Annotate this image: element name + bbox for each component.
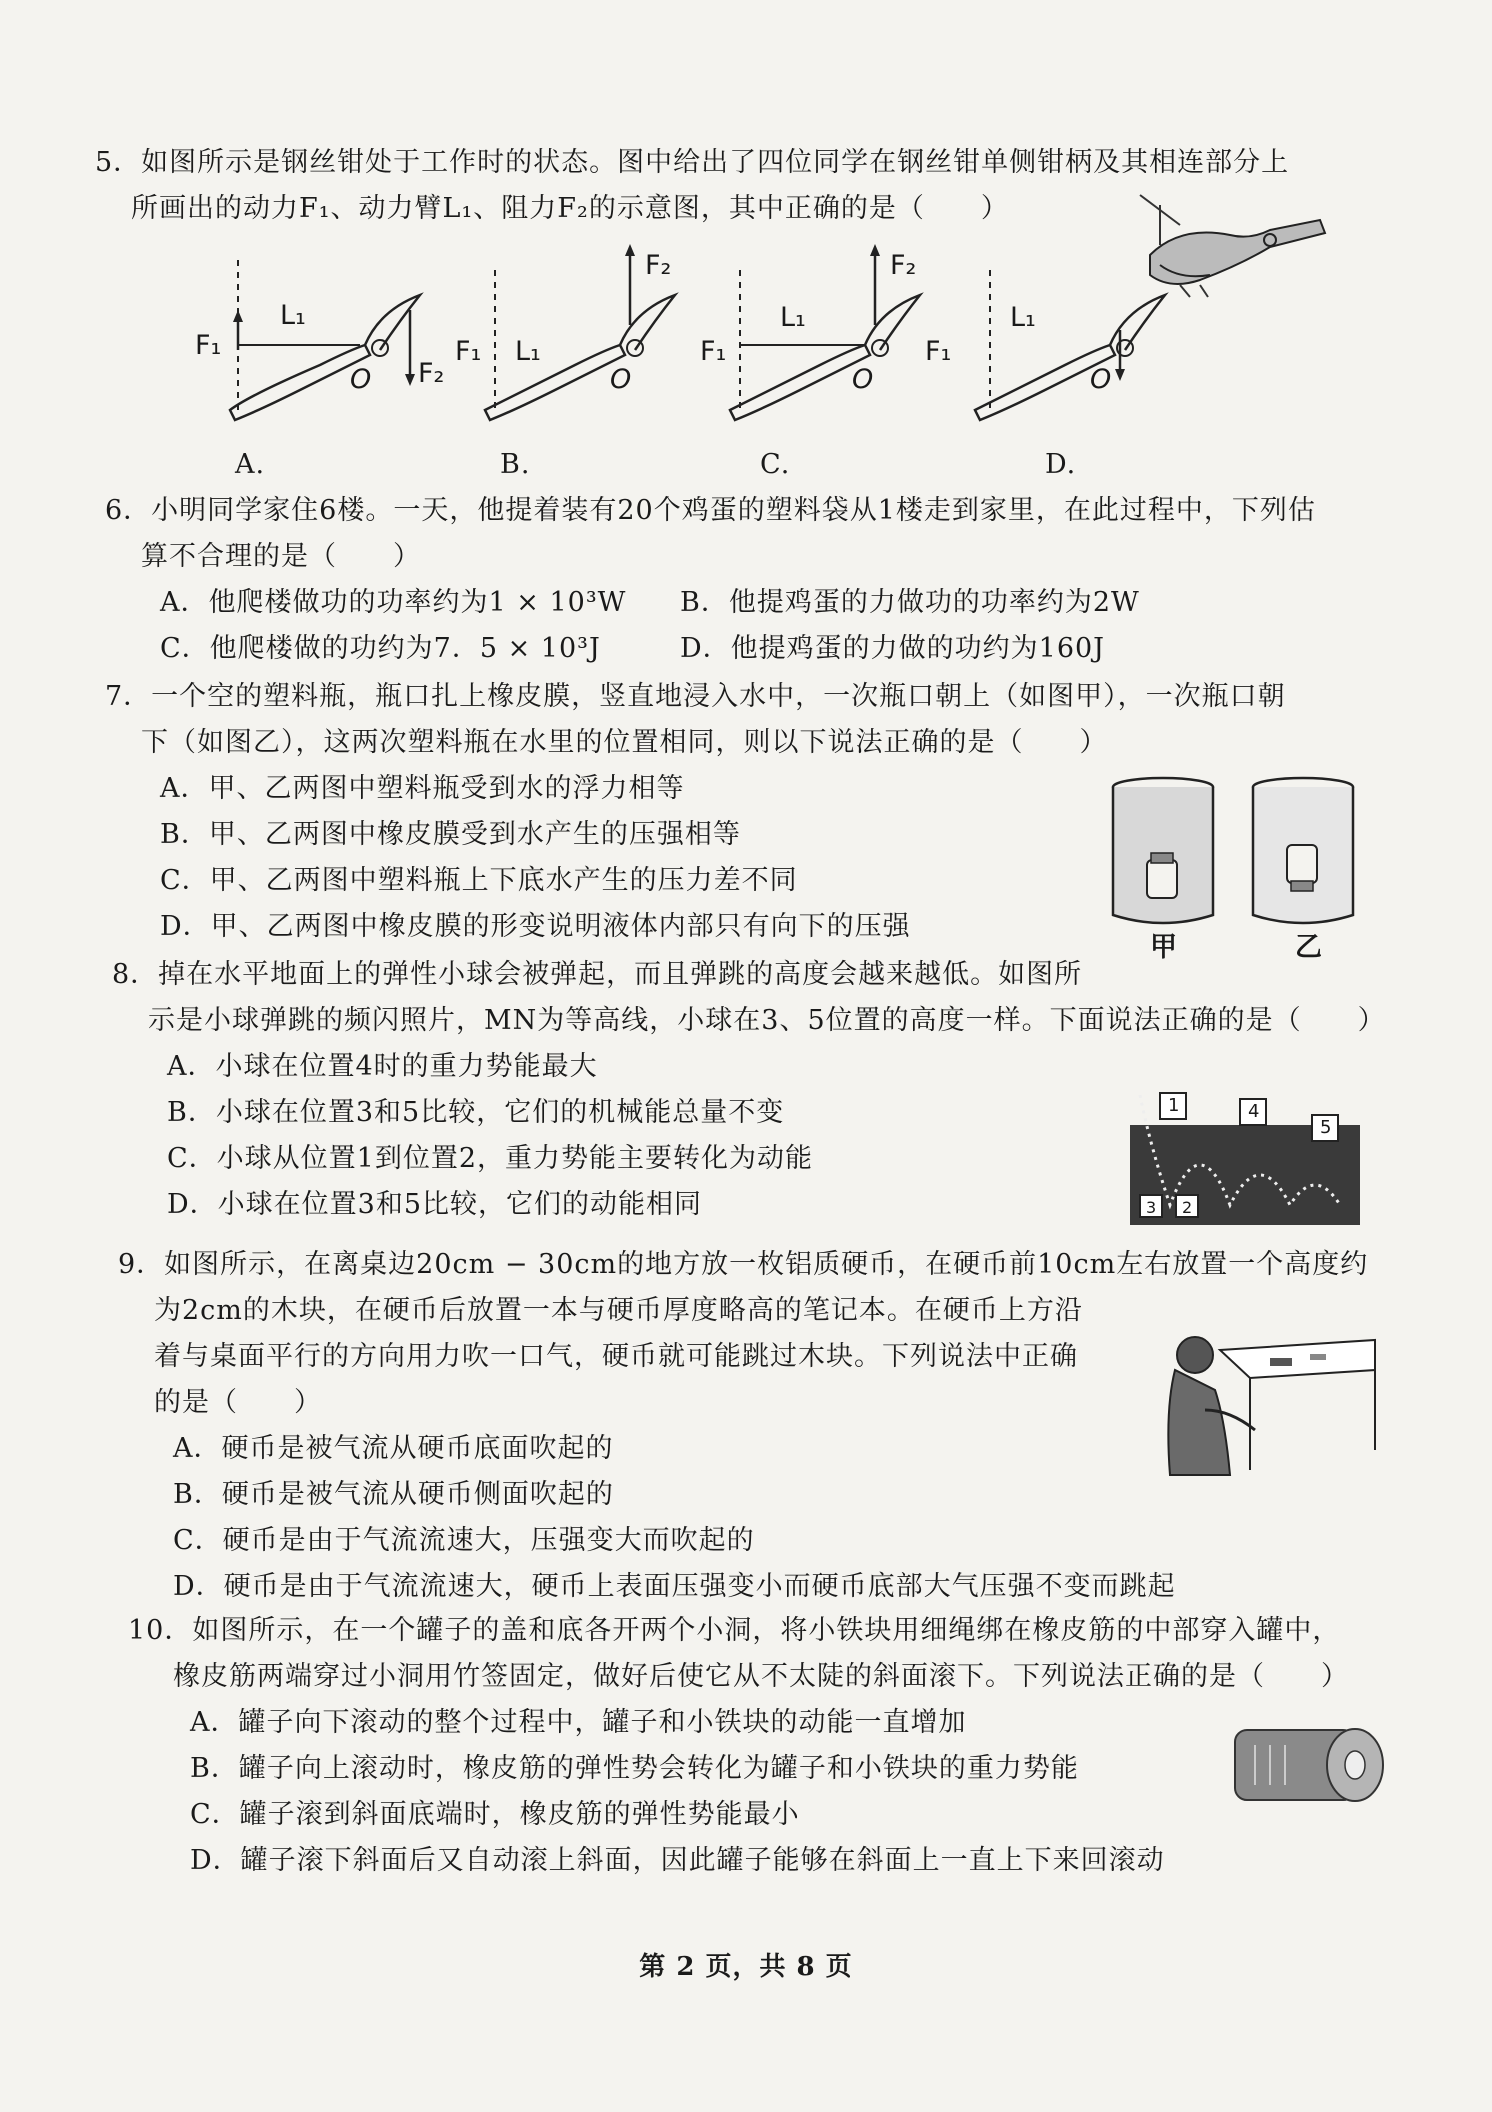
ball-pos-5: 5 [1320,1117,1332,1138]
ball-pos-4: 4 [1248,1101,1260,1122]
q8-option-d: D．小球在位置3和5比较，它们的动能相同 [167,1189,703,1220]
q10-option-b: B．罐子向上滚动时，橡皮筋的弹性势会转化为罐子和小铁块的重力势能 [190,1753,1079,1784]
pliers-b-F2: F₂ [645,250,672,281]
pliers-c-L1: L₁ [780,302,806,333]
q7-line2: 下（如图乙），这两次塑料瓶在水里的位置相同，则以下说法正确的是（ ） [141,727,1108,758]
q5-label-d: D. [1045,449,1077,480]
q10-line2: 橡皮筋两端穿过小洞用竹签固定，做好后使它从不太陡的斜面滚下。下列说法正确的是（ ） [173,1661,1349,1692]
q8-option-c: C．小球从位置1到位置2，重力势能主要转化为动能 [167,1143,814,1174]
q7-option-d: D．甲、乙两图中橡皮膜的形变说明液体内部只有向下的压强 [160,911,911,942]
page-footer: 第 2 页，共 8 页 [639,1952,853,1982]
question-6 [105,488,1316,672]
pliers-c-O: O [852,364,874,395]
q9-line4: 的是（ ） [154,1387,322,1418]
q10-option-a: A．罐子向下滚动的整个过程中，罐子和小铁块的动能一直增加 [190,1707,967,1738]
question-5 [95,140,1289,232]
q8-line2: 示是小球弹跳的频闪照片，MN为等高线，小球在3、5位置的高度一样。下面说法正确的是（ ） [148,1005,1386,1036]
pliers-a-O: O [350,364,372,395]
pliers-d-F1: F₁ [925,336,952,367]
ball-pos-2: 2 [1182,1198,1193,1217]
q5-label-a: A. [235,449,266,480]
q9-line1: 9．如图所示，在离桌边20cm − 30cm的地方放一枚铝质硬币，在硬币前10cm左右放置一个高度约 [118,1249,1369,1280]
pliers-c-F2: F₂ [890,250,917,281]
ball-pos-3: 3 [1146,1198,1157,1217]
pliers-c-F1: F₁ [700,336,727,367]
ball-pos-1: 1 [1168,1095,1180,1116]
pliers-a-F1: F₁ [195,330,222,361]
q6-option-b: B．他提鸡蛋的力做功的功率约为2W [680,587,1140,618]
rolling-can-figure [1225,1715,1395,1815]
q9-line2: 为2cm的木块，在硬币后放置一本与硬币厚度略高的笔记本。在硬币上方沿 [154,1295,1083,1326]
pliers-diagram-b [455,240,715,430]
pliers-a-L1: L₁ [280,300,306,331]
beaker-jia-label: 甲 [1150,932,1178,963]
q6-line2: 算不合理的是（ ） [141,541,421,572]
coin-blowing-figure [1160,1330,1380,1480]
q9-option-d: D．硬币是由于气流流速大，硬币上表面压强变小而硬币底部大气压强不变而跳起 [173,1571,1176,1602]
beakers-figure [1105,775,1365,935]
q5-label-c: C. [760,449,791,480]
pliers-diagram-c [700,240,960,430]
pliers-d-L1: L₁ [1010,302,1036,333]
beaker-yi-label: 乙 [1295,932,1323,963]
q6-line1: 6．小明同学家住6楼。一天，他提着装有20个鸡蛋的塑料袋从1楼走到家里，在此过程中，下列估 [105,495,1316,526]
pliers-b-F1: F₁ [455,336,482,367]
q5-label-b: B. [500,449,531,480]
question-10 [128,1608,1349,1884]
q10-option-c: C．罐子滚到斜面底端时，橡皮筋的弹性势能最小 [190,1799,800,1830]
q7-option-c: C．甲、乙两图中塑料瓶上下底水产生的压力差不同 [160,865,798,896]
pliers-d-O: O [1090,364,1112,395]
pliers-diagram-a [190,240,460,430]
bouncing-ball-photo [1130,1085,1360,1225]
q8-option-a: A．小球在位置4时的重力势能最大 [167,1051,598,1082]
q5-line1: 5．如图所示是钢丝钳处于工作时的状态。图中给出了四位同学在钢丝钳单侧钳柄及其相连部分上 [95,147,1290,178]
q9-option-c: C．硬币是由于气流流速大，压强变大而吹起的 [173,1525,755,1556]
pliers-b-O: O [610,364,632,395]
q10-option-d: D．罐子滚下斜面后又自动滚上斜面，因此罐子能够在斜面上一直上下来回滚动 [190,1845,1165,1876]
q6-option-c: C．他爬楼做的功约为7．5 × 10³J [160,633,601,664]
pliers-diagram-d [935,240,1195,430]
q6-option-d: D．他提鸡蛋的力做的功约为160J [680,633,1106,664]
q7-option-b: B．甲、乙两图中橡皮膜受到水产生的压强相等 [160,819,741,850]
q9-option-a: A．硬币是被气流从硬币底面吹起的 [173,1433,614,1464]
pliers-b-L1: L₁ [515,336,541,367]
q7-line1: 7．一个空的塑料瓶，瓶口扎上橡皮膜，竖直地浸入水中，一次瓶口朝上（如图甲），一次瓶口朝 [105,681,1286,712]
q6-option-a: A．他爬楼做功的功率约为1 × 10³W [160,587,627,618]
q9-line3: 着与桌面平行的方向用力吹一口气，硬币就可能跳过木块。下列说法中正确 [154,1341,1078,1372]
q8-option-b: B．小球在位置3和5比较，它们的机械能总量不变 [167,1097,785,1128]
q10-line1: 10．如图所示，在一个罐子的盖和底各开两个小洞，将小铁块用细绳绑在橡皮筋的中部穿入罐中， [128,1615,1341,1646]
q7-option-a: A．甲、乙两图中塑料瓶受到水的浮力相等 [160,773,685,804]
q9-option-b: B．硬币是被气流从硬币侧面吹起的 [173,1479,614,1510]
q5-line2: 所画出的动力F₁、动力臂L₁、阻力F₂的示意图，其中正确的是（ ） [131,193,1009,224]
pliers-a-F2: F₂ [418,358,445,389]
q8-line1: 8．掉在水平地面上的弹性小球会被弹起，而且弹跳的高度会越来越低。如图所 [112,959,1083,990]
